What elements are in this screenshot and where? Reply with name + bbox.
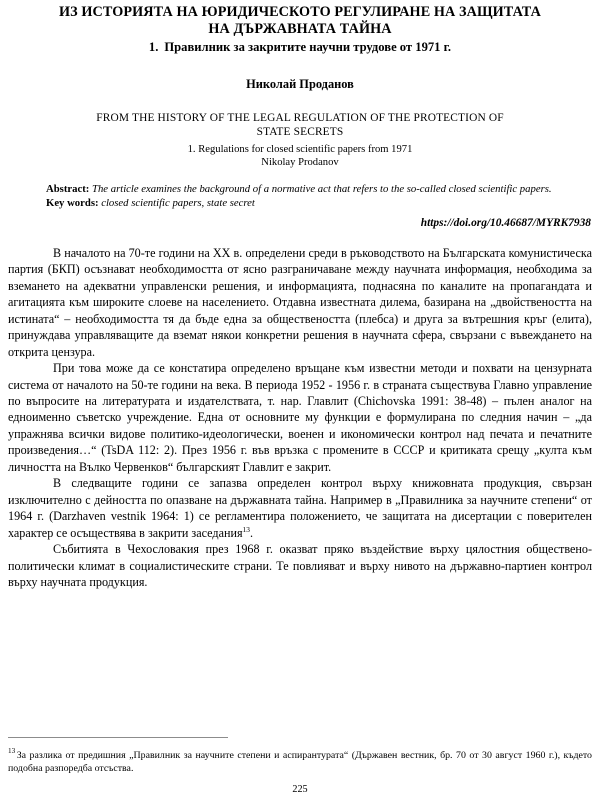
title-line-1: ИЗ ИСТОРИЯТА НА ЮРИДИЧЕСКОТО РЕГУЛИРАНЕ НА ЗАЩИТАТА — [59, 4, 541, 20]
abstract-label: Abstract — [46, 183, 86, 196]
page-title — [8, 4, 592, 39]
section-title: Правилник за закритите научни трудове от 1971 г. — [164, 39, 452, 54]
section-number: 1. — [148, 39, 159, 54]
title-en-line-1: FROM THE HISTORY OF THE LEGAL REGULATION OF THE PROTECTION OF — [96, 112, 504, 125]
section-subtitle-english: 1. Regulations for closed scientific papers from 1971 — [187, 143, 413, 155]
author-name-bulgarian: Николай Проданов — [246, 77, 354, 92]
abstract-text: The article examines the background of a normative act that refers to the so-called closed scientific papers. — [92, 183, 552, 196]
section-heading — [8, 40, 592, 56]
title-en-line-2: STATE SECRETS — [256, 126, 344, 139]
keywords-separator: : — [94, 196, 102, 209]
doi-link[interactable]: https://doi.org/10.46687/MYRK7938 — [420, 216, 591, 229]
keywords-paragraph — [8, 197, 592, 211]
abstract-paragraph — [8, 183, 592, 197]
title-line-2: НА ДЪРЖАВНАТА ТАЙНА — [208, 21, 392, 38]
footnote-area — [8, 737, 592, 800]
page-number: 225 — [292, 784, 308, 795]
keywords-text: closed scientific papers, state secret — [101, 196, 255, 209]
body-paragraph-tail: . — [249, 525, 253, 540]
author-name-english: Nikolay Prodanov — [261, 156, 339, 168]
page-title-english — [8, 111, 592, 139]
footnote-reference-13[interactable]: 13 — [242, 524, 250, 534]
footnote-text: За разлика от предишния „Правилник за научните степени и аспирантурата“ (Държавен вестник, бр. 70 от 30 август 1960 г.), където подобна разпоредба отсъства. — [8, 749, 592, 774]
abstract-separator: : — [85, 183, 93, 196]
body-paragraph: При това може да се констатира определено връщане към известни методи и похвати на цензурната система от началото на 50-те години на века. В периода 1952 - 1956 г. в страната съществува Главно управление по въпросите на литературата и издателствата, т. нар. Главлит (Chichovska 1991: 38-48) – пълен аналог на едноименно съветско учреждение. Една от основните му функции е формулирана по следния начин – „да упражнява всички видове политико-идеологически, военен и икономически контрол над печата и печатните произведения…“ (TsDA 112: 2). През 1956 г. във връзка с промените в СССР и критиката срещу „култа към личността на Вълко Червенков“ българският Главлит е закрит. — [8, 361, 592, 474]
keywords-label: Key words — [46, 196, 95, 209]
article-body — [8, 245, 592, 591]
footnote-entry — [8, 749, 592, 775]
body-paragraph: В началото на 70-те години на ХХ в. определени среди в ръководството на Българската комунистическа партия (БКП) осъзнават необходимостта от ясно разграничаване между научната информация, необходима за вземането на адекватни управленски решения, и информацията, поднасяна по каналите на пропагандата и агитацията към широките слоеве на населението. Отдавна известната дилема, базирана на „двойствеността на истината“ – необходимостта тя да бъде една за обществеността (плебса) и друга за вътрешния кръг (елита), принуждава управляващите да вземат някои конкретни решения в научната сфера, свързани с въвеждането на открита цензура. — [8, 245, 592, 359]
footnote-marker: 13 — [8, 747, 16, 756]
body-paragraph: Събитията в Чехословакия през 1968 г. оказват пряко въздействие върху цялостния обществено-политически климат в социалистическите страни. Те повлияват и върху нивото на държавно-партиен контрол върху научната продукция. — [8, 542, 592, 590]
body-paragraph — [8, 475, 592, 541]
body-paragraph-text: В следващите години се запазва определен контрол върху книжовната продукция, свързан изключително с дейността по опазване на държавната тайна. Например в „Правилника за научните степени“ от 1964 г. (Darzhaven vestnik 1964: 1) се регламентира положението, че защитата на дисертации с поверителен характер се осъществява в закрити заседания — [8, 476, 592, 540]
abstract-block — [8, 183, 592, 211]
footnote-separator-rule — [8, 737, 228, 738]
